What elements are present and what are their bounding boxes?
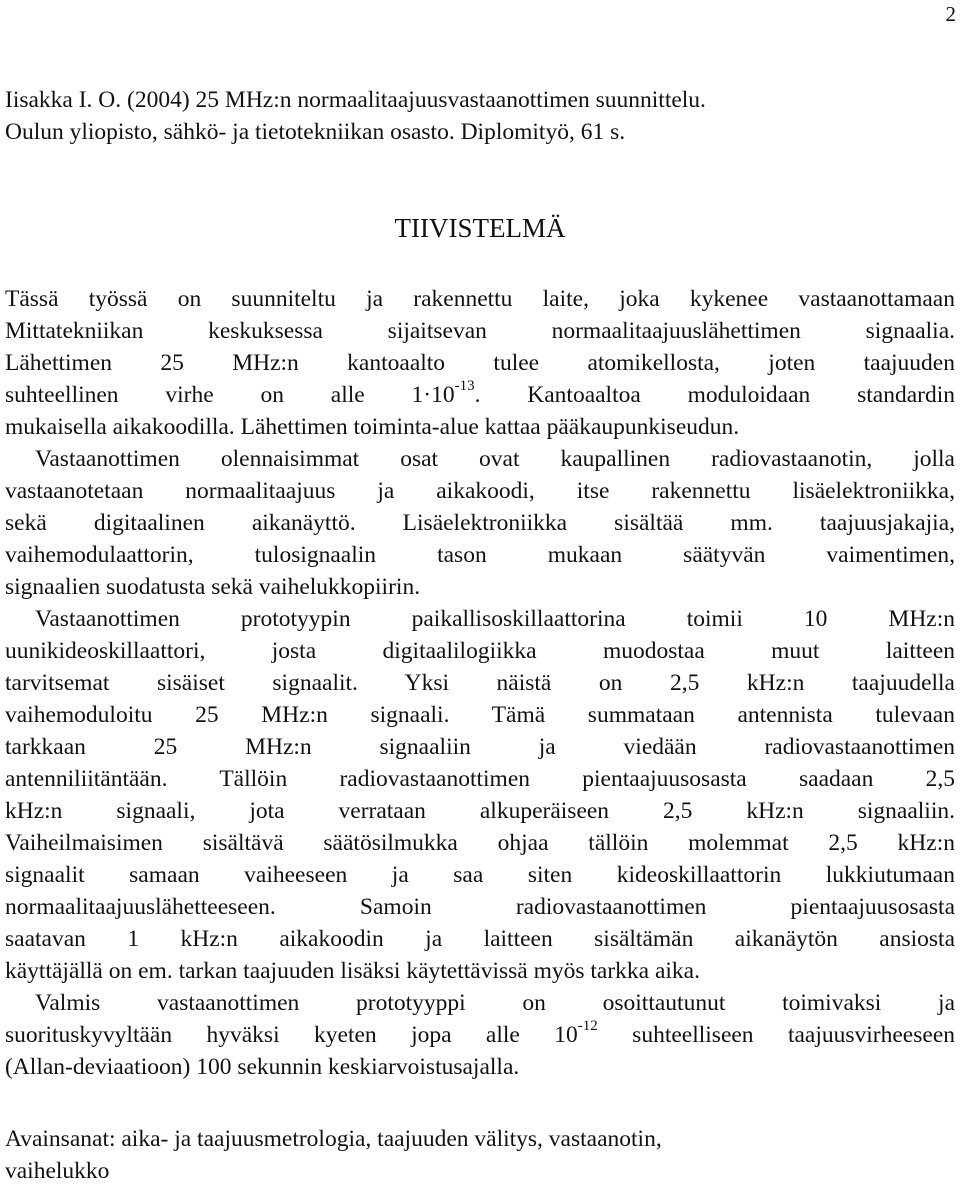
keywords-line: vaihelukko	[5, 1158, 110, 1184]
text-fragment: . Kantoaaltoa moduloidaan standardin	[474, 382, 955, 408]
text-line: Vaiheilmaisimen sisältävä säätösilmukka ohjaa tällöin molemmat 2,5 kHz:n	[5, 830, 955, 856]
text-line: mukaisella aikakoodilla. Lähettimen toiminta-alue kattaa pääkaupunkiseudun.	[5, 414, 740, 440]
text-line: Lähettimen 25 MHz:n kantoaalto tulee atomikellosta, joten taajuuden	[5, 350, 955, 376]
citation	[5, 84, 955, 148]
citation-line: Oulun yliopisto, sähkö- ja tietotekniikan osasto. Diplomityö, 61 s.	[5, 119, 626, 145]
text-line: vaihemodulaattorin, tulosignaalin tason mukaan säätyvän vaimentimen,	[5, 542, 955, 568]
abstract-heading: TIIVISTELMÄ	[394, 213, 566, 243]
text-line: uunikideoskillaattori, josta digitaalilogiikka muodostaa muut laitteen	[5, 638, 955, 664]
keywords-line: Avainsanat: aika- ja taajuusmetrologia, taajuuden välitys, vastaanotin,	[5, 1126, 662, 1152]
text-fragment: suorituskyvyltään hyväksi kyeten jopa alle 10	[5, 1022, 578, 1048]
exponent: -13	[454, 378, 475, 395]
text-line: kHz:n signaali, jota verrataan alkuperäiseen 2,5 kHz:n signaaliin.	[5, 798, 955, 824]
text-fragment: suhteelliseen taajuusvirheeseen	[597, 1022, 955, 1048]
text-line: sekä digitaalinen aikanäyttö. Lisäelektroniikka sisältää mm. taajuusjakajia,	[5, 510, 955, 536]
keywords	[5, 1123, 955, 1187]
text-line: saatavan 1 kHz:n aikakoodin ja laitteen sisältämän aikanäytön ansiosta	[5, 926, 955, 952]
text-fragment: suhteellinen virhe on alle 1·10	[5, 382, 455, 408]
text-line: Vastaanottimen prototyypin paikallisoskillaattorina toimii 10 MHz:n	[35, 606, 955, 632]
text-line	[5, 1019, 955, 1051]
citation-line: Iisakka I. O. (2004) 25 MHz:n normaalitaajuusvastaanottimen suunnittelu.	[5, 87, 706, 113]
text-line: Valmis vastaanottimen prototyyppi on osoittautunut toimivaksi ja	[35, 990, 955, 1016]
text-line: signaalit samaan vaiheeseen ja saa siten kideoskillaattorin lukkiutumaan	[5, 862, 955, 888]
text-line: (Allan-deviaatioon) 100 sekunnin keskiarvoistusajalla.	[5, 1054, 520, 1080]
text-line: tarkkaan 25 MHz:n signaaliin ja viedään radiovastaanottimen	[5, 734, 955, 760]
text-line: signaalien suodatusta sekä vaihelukkopiirin.	[5, 574, 421, 600]
text-line: normaalitaajuuslähetteeseen. Samoin radiovastaanottimen pientaajuusosasta	[5, 894, 955, 920]
text-line: käyttäjällä on em. tarkan taajuuden lisäksi käytettävissä myös tarkka aika.	[5, 958, 700, 984]
text-line	[5, 379, 955, 411]
page-number: 2	[945, 2, 956, 26]
text-line: antenniliitäntään. Tällöin radiovastaanottimen pientaajuusosasta saadaan 2,5	[5, 766, 955, 792]
text-line: vastaanotetaan normaalitaajuus ja aikakoodi, itse rakennettu lisäelektroniikka,	[5, 478, 955, 504]
text-line: Mittatekniikan keskuksessa sijaitsevan normaalitaajuuslähettimen signaalia.	[5, 318, 955, 344]
text-line: tarvitsemat sisäiset signaalit. Yksi näistä on 2,5 kHz:n taajuudella	[5, 670, 955, 696]
abstract-body	[5, 283, 955, 1083]
text-line: Vastaanottimen olennaisimmat osat ovat kaupallinen radiovastaanotin, jolla	[35, 446, 955, 472]
text-line: Tässä työssä on suunniteltu ja rakennettu laite, joka kykenee vastaanottamaan	[5, 286, 955, 312]
text-line: vaihemoduloitu 25 MHz:n signaali. Tämä summataan antennista tulevaan	[5, 702, 955, 728]
exponent: -12	[577, 1018, 598, 1035]
